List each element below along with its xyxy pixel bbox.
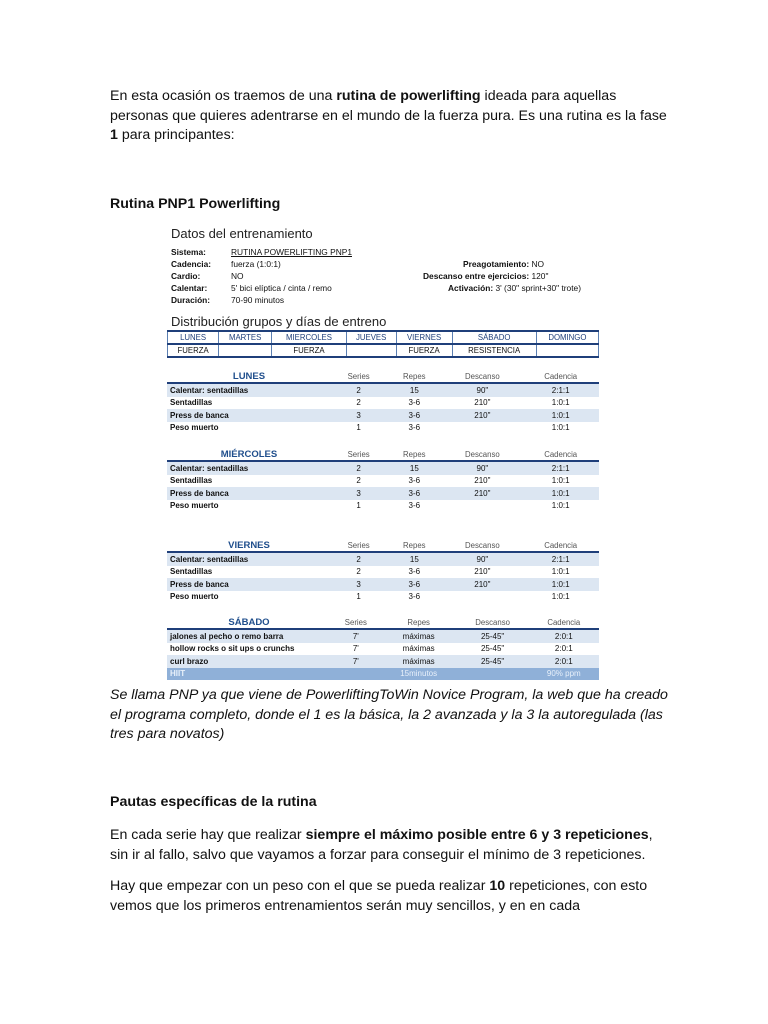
table-cell <box>442 500 522 512</box>
intro-text-1: En esta ocasión os traemos de una <box>110 88 337 104</box>
para-text: Hay que empezar con un peso con el que se pueda realizar <box>110 878 490 894</box>
table-row <box>167 552 599 565</box>
info-value: NO <box>231 271 244 281</box>
table-cell: 1:0:1 <box>551 567 570 577</box>
section-title-routine: Rutina PNP1 Powerlifting <box>110 196 281 212</box>
table-cell: 1 <box>356 501 361 511</box>
table-cell <box>331 668 381 680</box>
routine-title: Datos del entrenamiento <box>171 226 313 241</box>
table-cell: 210" <box>474 398 491 408</box>
dist-value <box>346 344 396 357</box>
day-table-lunes <box>167 370 599 434</box>
info-key: Cadencia: <box>171 259 212 269</box>
table-row <box>167 566 599 578</box>
col-header: Repes <box>386 539 442 552</box>
table-cell: 210" <box>442 578 522 590</box>
exercise-name: Sentadillas <box>170 398 213 408</box>
intro-text-3: para principantes: <box>117 127 235 143</box>
table-cell <box>442 422 522 434</box>
table-cell: 3-6 <box>408 476 421 486</box>
table-cell: 7' <box>352 644 359 654</box>
exercise-name: hollow rocks o sit ups o crunchs <box>170 644 295 654</box>
exercise-name: Sentadillas <box>170 567 213 577</box>
table-cell: 210" <box>442 487 522 499</box>
table-cell: 1:0:1 <box>551 398 570 408</box>
day-name: SÁBADO <box>167 616 331 629</box>
dist-value: FUERZA <box>168 344 219 357</box>
col-header: Descanso <box>442 539 522 552</box>
image-caption: Se llama PNP ya que viene de PowerliftingToWin Novice Program, la web que ha creado el programa completo, donde el 1 es la básica, la 2 avanzada y la 3 la autoregulada (las tres para novatos) <box>110 687 668 742</box>
info-key: Cardio: <box>171 271 201 281</box>
exercise-name: Press de banca <box>167 409 331 421</box>
table-row <box>167 383 599 396</box>
table-cell: 2:1:1 <box>522 461 599 474</box>
dist-day: VIERNES <box>396 331 452 344</box>
para-text: repeticiones, con esto vemos que los primeros entrenamientos serán muy sencillos, y en en cada <box>110 878 648 914</box>
table-cell: máximas <box>381 629 457 642</box>
section-title-guidelines: Pautas específicas de la rutina <box>110 794 317 810</box>
info-left <box>171 246 352 306</box>
dist-day: LUNES <box>168 331 219 344</box>
table-cell: 2:0:1 <box>554 644 573 654</box>
col-header: Repes <box>386 370 442 383</box>
table-cell: 7' <box>331 629 381 642</box>
table-row <box>167 461 599 474</box>
exercise-name: Press de banca <box>167 578 331 590</box>
table-cell: 25-45" <box>480 644 505 654</box>
table-cell: 1:0:1 <box>551 592 570 602</box>
intro-paragraph <box>110 87 670 146</box>
table-cell: 3-6 <box>408 567 421 577</box>
day-table-sabado <box>167 616 599 680</box>
col-header: Repes <box>386 448 442 461</box>
para-bold: siempre el máximo posible entre 6 y 3 repeticiones <box>305 827 649 843</box>
table-cell: 2 <box>356 398 361 408</box>
col-header: Descanso <box>457 616 529 629</box>
info-value: RUTINA POWERLIFTING PNP1 <box>231 247 352 257</box>
table-cell: 210" <box>442 409 522 421</box>
table-cell: 2:0:1 <box>529 655 599 667</box>
table-cell: 3-6 <box>408 423 421 433</box>
table-cell: 1:0:1 <box>522 578 599 590</box>
day-table-miercoles <box>167 448 599 512</box>
info-key: Activación: <box>447 283 494 293</box>
table-cell: 2 <box>331 552 386 565</box>
col-header: Series <box>331 370 386 383</box>
table-cell: 1:0:1 <box>522 409 599 421</box>
table-row <box>167 629 599 642</box>
info-value: 70-90 minutos <box>231 295 285 305</box>
guideline-paragraph-2 <box>110 877 670 916</box>
exercise-name: Peso muerto <box>170 423 219 433</box>
table-cell: 1 <box>356 423 361 433</box>
table-cell: 2 <box>331 461 386 474</box>
col-header: Series <box>331 616 381 629</box>
dist-value <box>536 344 598 357</box>
table-cell: 3-6 <box>408 592 421 602</box>
table-cell: 2 <box>356 567 361 577</box>
exercise-name: HIIT <box>167 668 331 680</box>
table-cell: 3-6 <box>386 487 442 499</box>
table-cell: 7' <box>331 655 381 667</box>
table-cell: 25-45" <box>457 655 529 667</box>
col-header: Series <box>331 448 386 461</box>
table-cell: 210" <box>474 476 491 486</box>
table-cell <box>442 591 522 603</box>
day-table-viernes <box>167 539 599 603</box>
exercise-name: Peso muerto <box>170 592 219 602</box>
table-cell: 25-45" <box>457 629 529 642</box>
table-cell: 2 <box>356 476 361 486</box>
table-row <box>167 409 599 421</box>
exercise-name: Peso muerto <box>170 501 219 511</box>
exercise-name: Calentar: sentadillas <box>167 552 331 565</box>
table-cell: 3 <box>331 409 386 421</box>
table-cell: 15 <box>386 552 442 565</box>
table-cell: 1:0:1 <box>551 501 570 511</box>
table-cell: 90% ppm <box>529 668 599 680</box>
intro-bold-2: 1 <box>110 127 118 143</box>
info-key: Duración: <box>171 295 211 305</box>
exercise-name: jalones al pecho o remo barra <box>167 629 331 642</box>
table-cell: 1:0:1 <box>522 487 599 499</box>
col-header: Cadencia <box>522 370 599 383</box>
info-key: Preagotamiento: <box>463 259 530 269</box>
info-value: 5' bici elíptica / cinta / remo <box>231 283 332 293</box>
col-header: Cadencia <box>522 448 599 461</box>
dist-day: JUEVES <box>346 331 396 344</box>
dist-day: SÁBADO <box>452 331 536 344</box>
exercise-name: Calentar: sentadillas <box>167 461 331 474</box>
table-cell: máximas <box>381 655 457 667</box>
day-name: MIÉRCOLES <box>167 448 331 461</box>
day-name: LUNES <box>167 370 331 383</box>
para-text: , sin ir al fallo, salvo que vayamos a forzar para conseguir el mínimo de 3 repeticiones. <box>110 827 653 863</box>
table-cell: 2:1:1 <box>522 383 599 396</box>
table-cell: 15 <box>386 461 442 474</box>
exercise-name: curl brazo <box>167 655 331 667</box>
para-text: En cada serie hay que realizar <box>110 827 306 843</box>
table-cell: máximas <box>402 644 435 654</box>
info-key: Descanso entre ejercicios: <box>423 271 530 281</box>
guideline-paragraph-1 <box>110 826 670 865</box>
table-cell: 1 <box>356 592 361 602</box>
table-row <box>167 655 599 667</box>
col-header: Descanso <box>442 448 522 461</box>
distribution-title: Distribución grupos y días de entreno <box>171 314 387 329</box>
table-row <box>167 397 599 409</box>
table-cell: 3 <box>331 487 386 499</box>
dist-value: FUERZA <box>272 344 347 357</box>
dist-day: DOMINGO <box>536 331 598 344</box>
table-cell <box>457 668 529 680</box>
dist-value: FUERZA <box>396 344 452 357</box>
exercise-name: Sentadillas <box>170 476 213 486</box>
distribution-table <box>167 330 599 358</box>
col-header: Descanso <box>442 370 522 383</box>
table-row <box>167 422 599 434</box>
table-row <box>167 591 599 603</box>
table-row <box>167 487 599 499</box>
table-cell: 15minutos <box>381 668 457 680</box>
intro-text-2: ideada para aquellas personas que quieres adentrarse en el mundo de la fuerza pura. Es una rutina es la fase <box>110 88 667 124</box>
table-cell: 15 <box>386 383 442 396</box>
table-cell: 2 <box>331 383 386 396</box>
dist-day: MARTES <box>219 331 272 344</box>
col-header: Cadencia <box>522 539 599 552</box>
table-cell: 1:0:1 <box>551 423 570 433</box>
table-cell: 90" <box>442 383 522 396</box>
info-value: fuerza (1:0:1) <box>231 259 281 269</box>
table-cell: 2:0:1 <box>529 629 599 642</box>
col-header: Cadencia <box>529 616 599 629</box>
table-cell: 1:0:1 <box>551 476 570 486</box>
info-key: Calentar: <box>171 283 208 293</box>
table-cell: 3-6 <box>408 501 421 511</box>
col-header: Series <box>331 539 386 552</box>
day-name: VIERNES <box>167 539 331 552</box>
dist-value: RESISTENCIA <box>452 344 536 357</box>
table-cell: 3-6 <box>386 578 442 590</box>
dist-value <box>219 344 272 357</box>
routine-image <box>165 222 607 684</box>
hiit-row <box>167 668 599 680</box>
table-row <box>167 500 599 512</box>
table-row <box>167 475 599 487</box>
table-cell: 90" <box>442 461 522 474</box>
para-bold: 10 <box>489 878 506 894</box>
info-key: Sistema: <box>171 247 206 257</box>
table-cell: 3 <box>331 578 386 590</box>
info-value: 120" <box>531 271 549 281</box>
info-right <box>423 258 601 294</box>
table-cell: 3-6 <box>386 409 442 421</box>
table-cell: 3-6 <box>408 398 421 408</box>
dist-day: MIERCOLES <box>272 331 347 344</box>
exercise-name: Press de banca <box>167 487 331 499</box>
col-header: Repes <box>381 616 457 629</box>
intro-bold-1: rutina de powerlifting <box>336 88 481 104</box>
table-row <box>167 578 599 590</box>
info-value: NO <box>531 259 545 269</box>
table-row <box>167 643 599 655</box>
table-cell: 90" <box>442 552 522 565</box>
table-cell: 210" <box>474 567 491 577</box>
exercise-name: Calentar: sentadillas <box>167 383 331 396</box>
table-cell: 2:1:1 <box>522 552 599 565</box>
info-value: 3' (30" sprint+30" trote) <box>495 283 581 293</box>
